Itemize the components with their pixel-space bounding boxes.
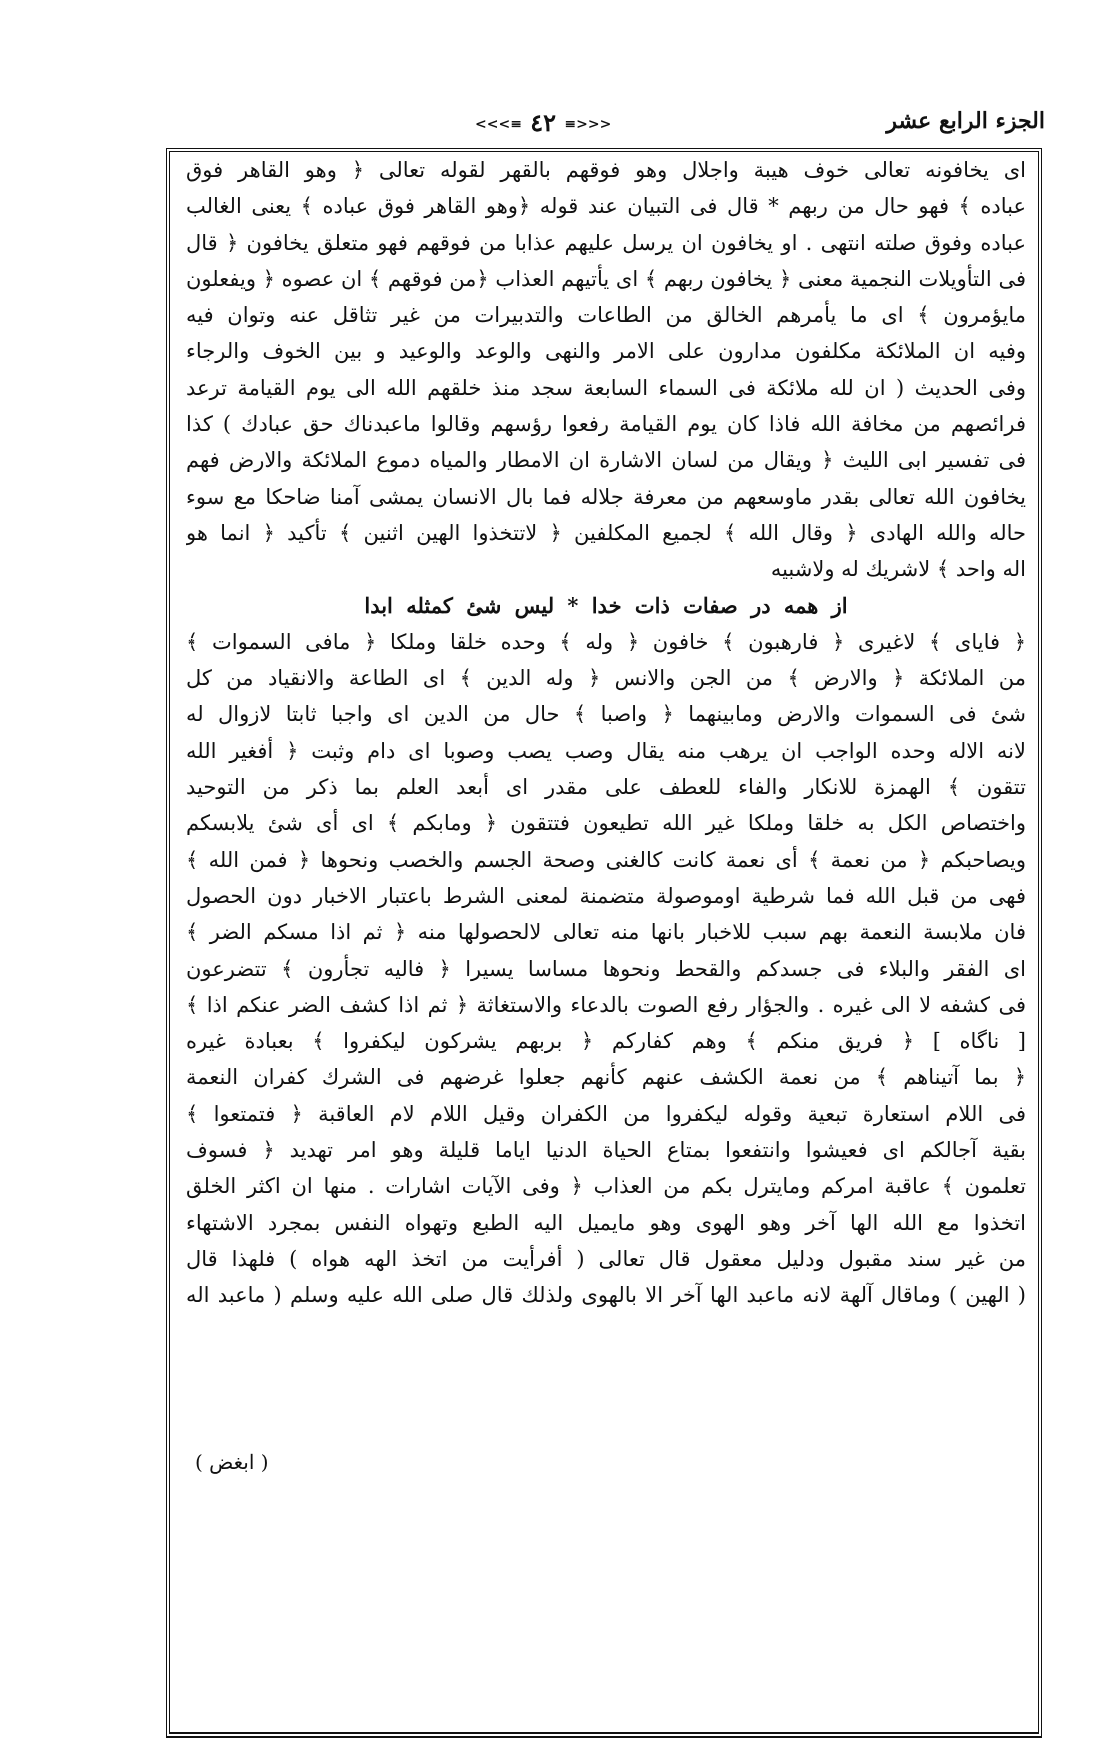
body-text	[186, 152, 1026, 1314]
text-line: تتقون ﴾ الهمزة للانكار والفاء للعطف على مقدر اى أبعد العلم بما ذكر من التوحيد	[186, 775, 1026, 800]
running-head-juz: الجزء الرابع عشر	[886, 108, 1045, 134]
text-line: اله واحد ﴾ لاشريك له ولاشبيه	[770, 557, 1026, 582]
text-line: اى الفقر والبلاء فى جسدكم والقحط ونحوها مساسا يسيرا ﴿ فاليه تجأرون ﴾ تتضرعون	[186, 956, 1026, 981]
text-line: وفيه ان الملائكة مكلفون مدارون على الامر والنهى والوعد والوعيد و بين الخوف والرجاء	[186, 339, 1026, 364]
text-line: عباده وفوق صلته انتهى . او يخافون ان يرسل عليهم عذابا من فوقهم فهو متعلق يخافون ﴿ قال	[186, 230, 1026, 255]
text-line: ﴿ بما آتيناهم ﴾ من نعمة الكشف عنهم كأنهم جعلوا غرضهم فى الشرك كفران النعمة	[186, 1065, 1026, 1090]
text-line: من الملائكة ﴿ والارض ﴾ من الجن والانس ﴿ وله الدين ﴾ اى الطاعة والانقياد من كل	[186, 666, 1026, 691]
text-line: فى التأويلات النجمية معنى ﴿ يخافون ربهم ﴾ اى يأتيهم العذاب ﴿من فوقهم ﴾ ان عصوه ﴿ ويفعلون	[186, 266, 1026, 291]
text-line: مايؤمرون ﴾ اى ما يأمرهم الخالق من الطاعات والتدبيرات من غير تثاقل عنه وتوان فيه	[186, 303, 1026, 328]
text-line: [ ناگاه ] ﴿ فريق منكم ﴾ وهم كفاركم ﴿ بربهم يشركون ليكفروا ﴾ بعبادة غيره	[186, 1029, 1026, 1054]
text-line: حاله والله الهادى ﴿ وقال الله ﴾ لجميع المكلفين ﴿ لاتتخذوا الهين اثنين ﴾ تأكيد ﴿ انما هو	[186, 520, 1026, 545]
ornament-left-icon: <<<≡	[475, 116, 522, 133]
text-line: ﴿ فاياى ﴾ لاغيرى ﴿ فارهبون ﴾ خافون ﴿ وله ﴾ وحده خلقا وملكا ﴿ مافى السموات ﴾	[186, 629, 1026, 654]
ornament-right-icon: ≡>>>	[564, 116, 612, 133]
page-number-block	[475, 108, 612, 137]
text-line: ( الهين ) وماقال آلهة لانه ماعبد الها آخر الا بالهوى ولذلك قال صلى الله عليه وسلم ( ماعبد اله	[186, 1283, 1026, 1308]
text-line: لانه الاله وحده الواجب ان يرهب منه يقال وصب يصب وصوبا اى دام وثبت ﴿ أفغير الله	[186, 738, 1026, 763]
text-line: فى كشفه لا الى غيره . والجؤار رفع الصوت بالدعاء والاستغاثة ﴿ ثم اذا كشف الضر عنكم اذا ﴾	[186, 992, 1026, 1017]
text-line: عباده ﴾ فهو حال من ربهم * قال فى التبيان عند قوله ﴿وهو القاهر فوق عباده ﴾ يعنى الغالب	[186, 194, 1026, 219]
text-line: وفى الحديث ( ان لله ملائكة فى السماء السابعة سجد منذ خلقهم الله الى يوم القيامة ترعد	[186, 375, 1026, 400]
text-line: فى تفسير ابى الليث ﴿ ويقال من لسان الاشارة ان الامطار والمياه دموع الملائكة والارض فهم	[186, 448, 1026, 473]
page-header	[165, 108, 1045, 148]
text-line: ويصاحبكم ﴿ من نعمة ﴾ أى نعمة كانت كالغنى وصحة الجسم والخصب ونحوها ﴿ فمن الله ﴾	[186, 847, 1026, 872]
text-line: تعلمون ﴾ عاقبة امركم ومايترل بكم من العذاب ﴿ وفى الآيات اشارات . منها ان اكثر الخلق	[186, 1174, 1026, 1199]
page-number: ٤٢	[530, 108, 557, 137]
text-line: فرائصهم من مخافة الله فاذا كان يوم القيامة رفعوا رؤسهم وقالوا ماعبدناك حق عبادك ) كذا	[186, 412, 1026, 437]
text-line: فى اللام استعارة تبعية وقوله ليكفروا من الكفران وقيل اللام لام العاقبة ﴿ فتمتعوا ﴾	[186, 1101, 1026, 1126]
text-line: فهى من قبل الله فما شرطية اوموصولة متضمنة لمعنى الشرط باعتبار الاخبار دون الحصول	[186, 883, 1026, 908]
text-line: واختصاص الكل به خلقا وملكا غير الله تطيعون فتتقون ﴿ ومابكم ﴾ اى أى شئ يلابسكم	[186, 811, 1026, 836]
text-line: اتخذوا مع الله الها آخر وهو الهوى وهو مايميل اليه الطبع وتهواه النفس بمجرد الاشتهاء	[186, 1210, 1026, 1235]
text-line: يخافون الله تعالى بقدر ماوسعهم من معرفة جلاله فما بال الانسان يمشى آمنا ضاحكا مع سوء	[186, 484, 1026, 509]
text-line: بقية آجالكم اى فعيشوا وانتفعوا بمتاع الحياة الدنيا اياما قليلة وهو امر تهديد ﴿ فسوف	[186, 1138, 1026, 1163]
text-line: اى يخافونه تعالى خوف هيبة واجلال وهو فوقهم بالقهر لقوله تعالى ﴿ وهو القاهر فوق	[186, 158, 1026, 182]
text-line: فان ملابسة النعمة بهم سبب للاخبار بانها منه تعالى لالحصولها منه ﴿ ثم اذا مسكم الضر ﴾	[186, 920, 1026, 945]
text-line: من غير سند مقبول ودليل معقول قال تعالى ( أفرأيت من اتخذ الهه هواه ) فلهذا قال	[186, 1246, 1026, 1271]
text-line: شئ فى السموات والارض ومابينهما ﴿ واصبا ﴾ حال من الدين اى واجبا ثابتا لازوال له	[186, 702, 1026, 727]
persian-verse: از همه در صفات ذات خدا * ليس شئ كمثله ابدا	[364, 592, 848, 618]
catchword: ( ابغض )	[195, 1450, 269, 1474]
